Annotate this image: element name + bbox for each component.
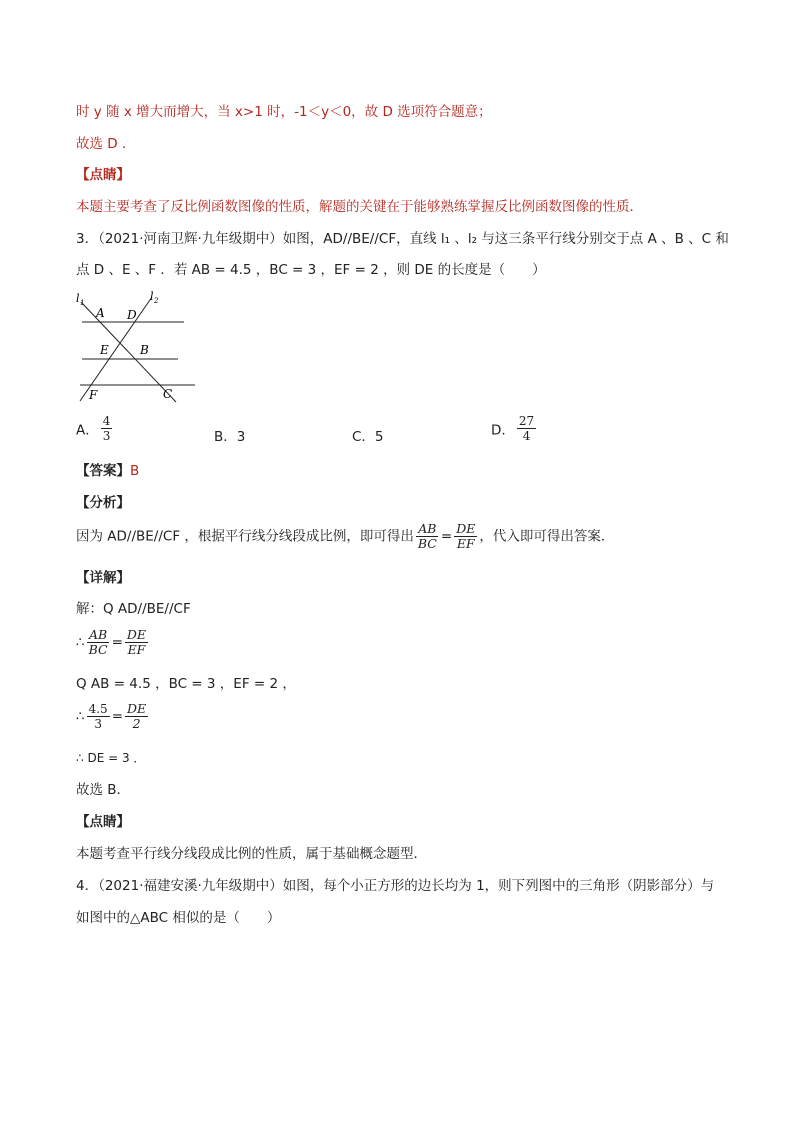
fenxi-frac1-den: BC xyxy=(417,536,437,551)
solution-line6: 故选 B． xyxy=(76,782,131,798)
fenxi-pre: 因为 AD//BE//CF ，根据平行线分线段成比例，即可得出 xyxy=(76,528,414,545)
fenxi-post: ，代入即可得出答案． xyxy=(479,528,615,545)
label-B: B xyxy=(140,343,149,357)
therefore-symbol: ∴ xyxy=(76,634,85,651)
label-F: F xyxy=(89,388,98,402)
option-d-den: 4 xyxy=(522,429,531,443)
sol-eq-2: = xyxy=(111,708,123,725)
therefore-symbol-2: ∴ xyxy=(76,708,85,725)
option-b[interactable]: B．3 xyxy=(214,429,246,445)
fenxi-frac1-num: AB xyxy=(418,521,437,536)
sol-f2-num: DE xyxy=(126,627,147,642)
label-l2-sub: 2 xyxy=(154,297,159,305)
solution-line4 xyxy=(76,702,150,731)
label-l1: l xyxy=(76,292,80,305)
option-a-den: 3 xyxy=(102,429,111,443)
fenxi-eq: = xyxy=(440,528,453,545)
q3-dianjing-text: 本题考查平行线分线段成比例的性质，属于基础概念题型． xyxy=(76,846,427,862)
fenxi-frac2-num: DE xyxy=(456,521,476,536)
solution-line5: ∴ DE = 3 ． xyxy=(76,751,146,765)
option-d[interactable] xyxy=(491,414,538,443)
sol-frac-45-3 xyxy=(87,702,110,731)
option-a[interactable] xyxy=(76,414,114,443)
option-c[interactable]: C．5 xyxy=(352,429,384,445)
sol-f4-den: 2 xyxy=(132,716,141,731)
fenxi-text xyxy=(76,522,614,551)
sol-f2-den: EF xyxy=(127,642,146,657)
q4-stem-line1: 4．（2021·福建安溪·九年级期中）如图，每个小正方形的边长均为 1，则下列图中的三角形（阴影部分）与 xyxy=(76,878,715,894)
option-d-num: 27 xyxy=(518,414,535,428)
sol-f4-num: DE xyxy=(127,701,147,716)
solution-line2 xyxy=(76,628,150,657)
q2-tail-line2: 故选 D ． xyxy=(76,136,136,152)
q4-stem-line2: 如图中的△ABC 相似的是（ ） xyxy=(76,910,281,926)
label-A: A xyxy=(96,306,105,320)
q3-figure xyxy=(72,290,202,405)
q2-tail-line1: 时 y 随 x 增大而增大，当 x>1 时，-1＜y＜0，故 D 选项符合题意； xyxy=(76,104,492,120)
sol-frac-de-ef xyxy=(125,628,148,657)
q2-dianjing-text: 本题主要考查了反比例函数图像的性质，解题的关键在于能够熟练掌握反比例函数图像的性质． xyxy=(76,199,643,215)
fenxi-label: 【分析】 xyxy=(76,495,130,511)
q3-stem-line1: 3．（2021·河南卫辉·九年级期中）如图，AD//BE//CF，直线 l₁ 、l₂ 与这三条平行线分别交于点 A 、B 、C 和 xyxy=(76,231,729,247)
sol-f1-num: AB xyxy=(88,627,108,642)
answer-label: 【答案】 xyxy=(76,463,130,479)
fenxi-frac-de-ef xyxy=(454,522,477,551)
label-E: E xyxy=(100,343,109,357)
option-a-prefix: A． xyxy=(76,422,99,439)
label-D: D xyxy=(127,308,137,322)
solution-line1: 解：Q AD//BE//CF xyxy=(76,601,191,617)
label-l2: l xyxy=(150,290,154,303)
fenxi-frac2-den: EF xyxy=(456,536,475,551)
answer-line xyxy=(76,462,139,480)
option-d-prefix: D． xyxy=(491,422,515,439)
sol-f3-den: 3 xyxy=(94,717,102,731)
option-d-fraction xyxy=(517,414,536,443)
fenxi-frac-ab-bc xyxy=(416,522,439,551)
sol-frac-de-2 xyxy=(125,702,148,731)
q2-dianjing-label: 【点睛】 xyxy=(76,167,130,183)
xiangjie-label: 【详解】 xyxy=(76,570,130,586)
option-a-num: 4 xyxy=(102,414,111,428)
sol-frac-ab-bc xyxy=(87,628,110,657)
q3-dianjing-label: 【点睛】 xyxy=(76,814,130,830)
label-l1-sub: 1 xyxy=(80,299,85,307)
q3-stem-line2: 点 D 、E 、F ．若 AB = 4.5 ，BC = 3 ，EF = 2 ，则 DE 的长度是（ ） xyxy=(76,262,546,278)
solution-line3: Q AB = 4.5 ，BC = 3 ，EF = 2 ， xyxy=(76,676,296,692)
sol-eq-1: = xyxy=(111,634,123,651)
sol-f3-num: 4.5 xyxy=(88,702,108,716)
sol-f1-den: BC xyxy=(88,642,108,657)
answer-value: B xyxy=(130,463,140,479)
label-C: C xyxy=(163,387,173,401)
option-a-fraction xyxy=(101,414,113,443)
